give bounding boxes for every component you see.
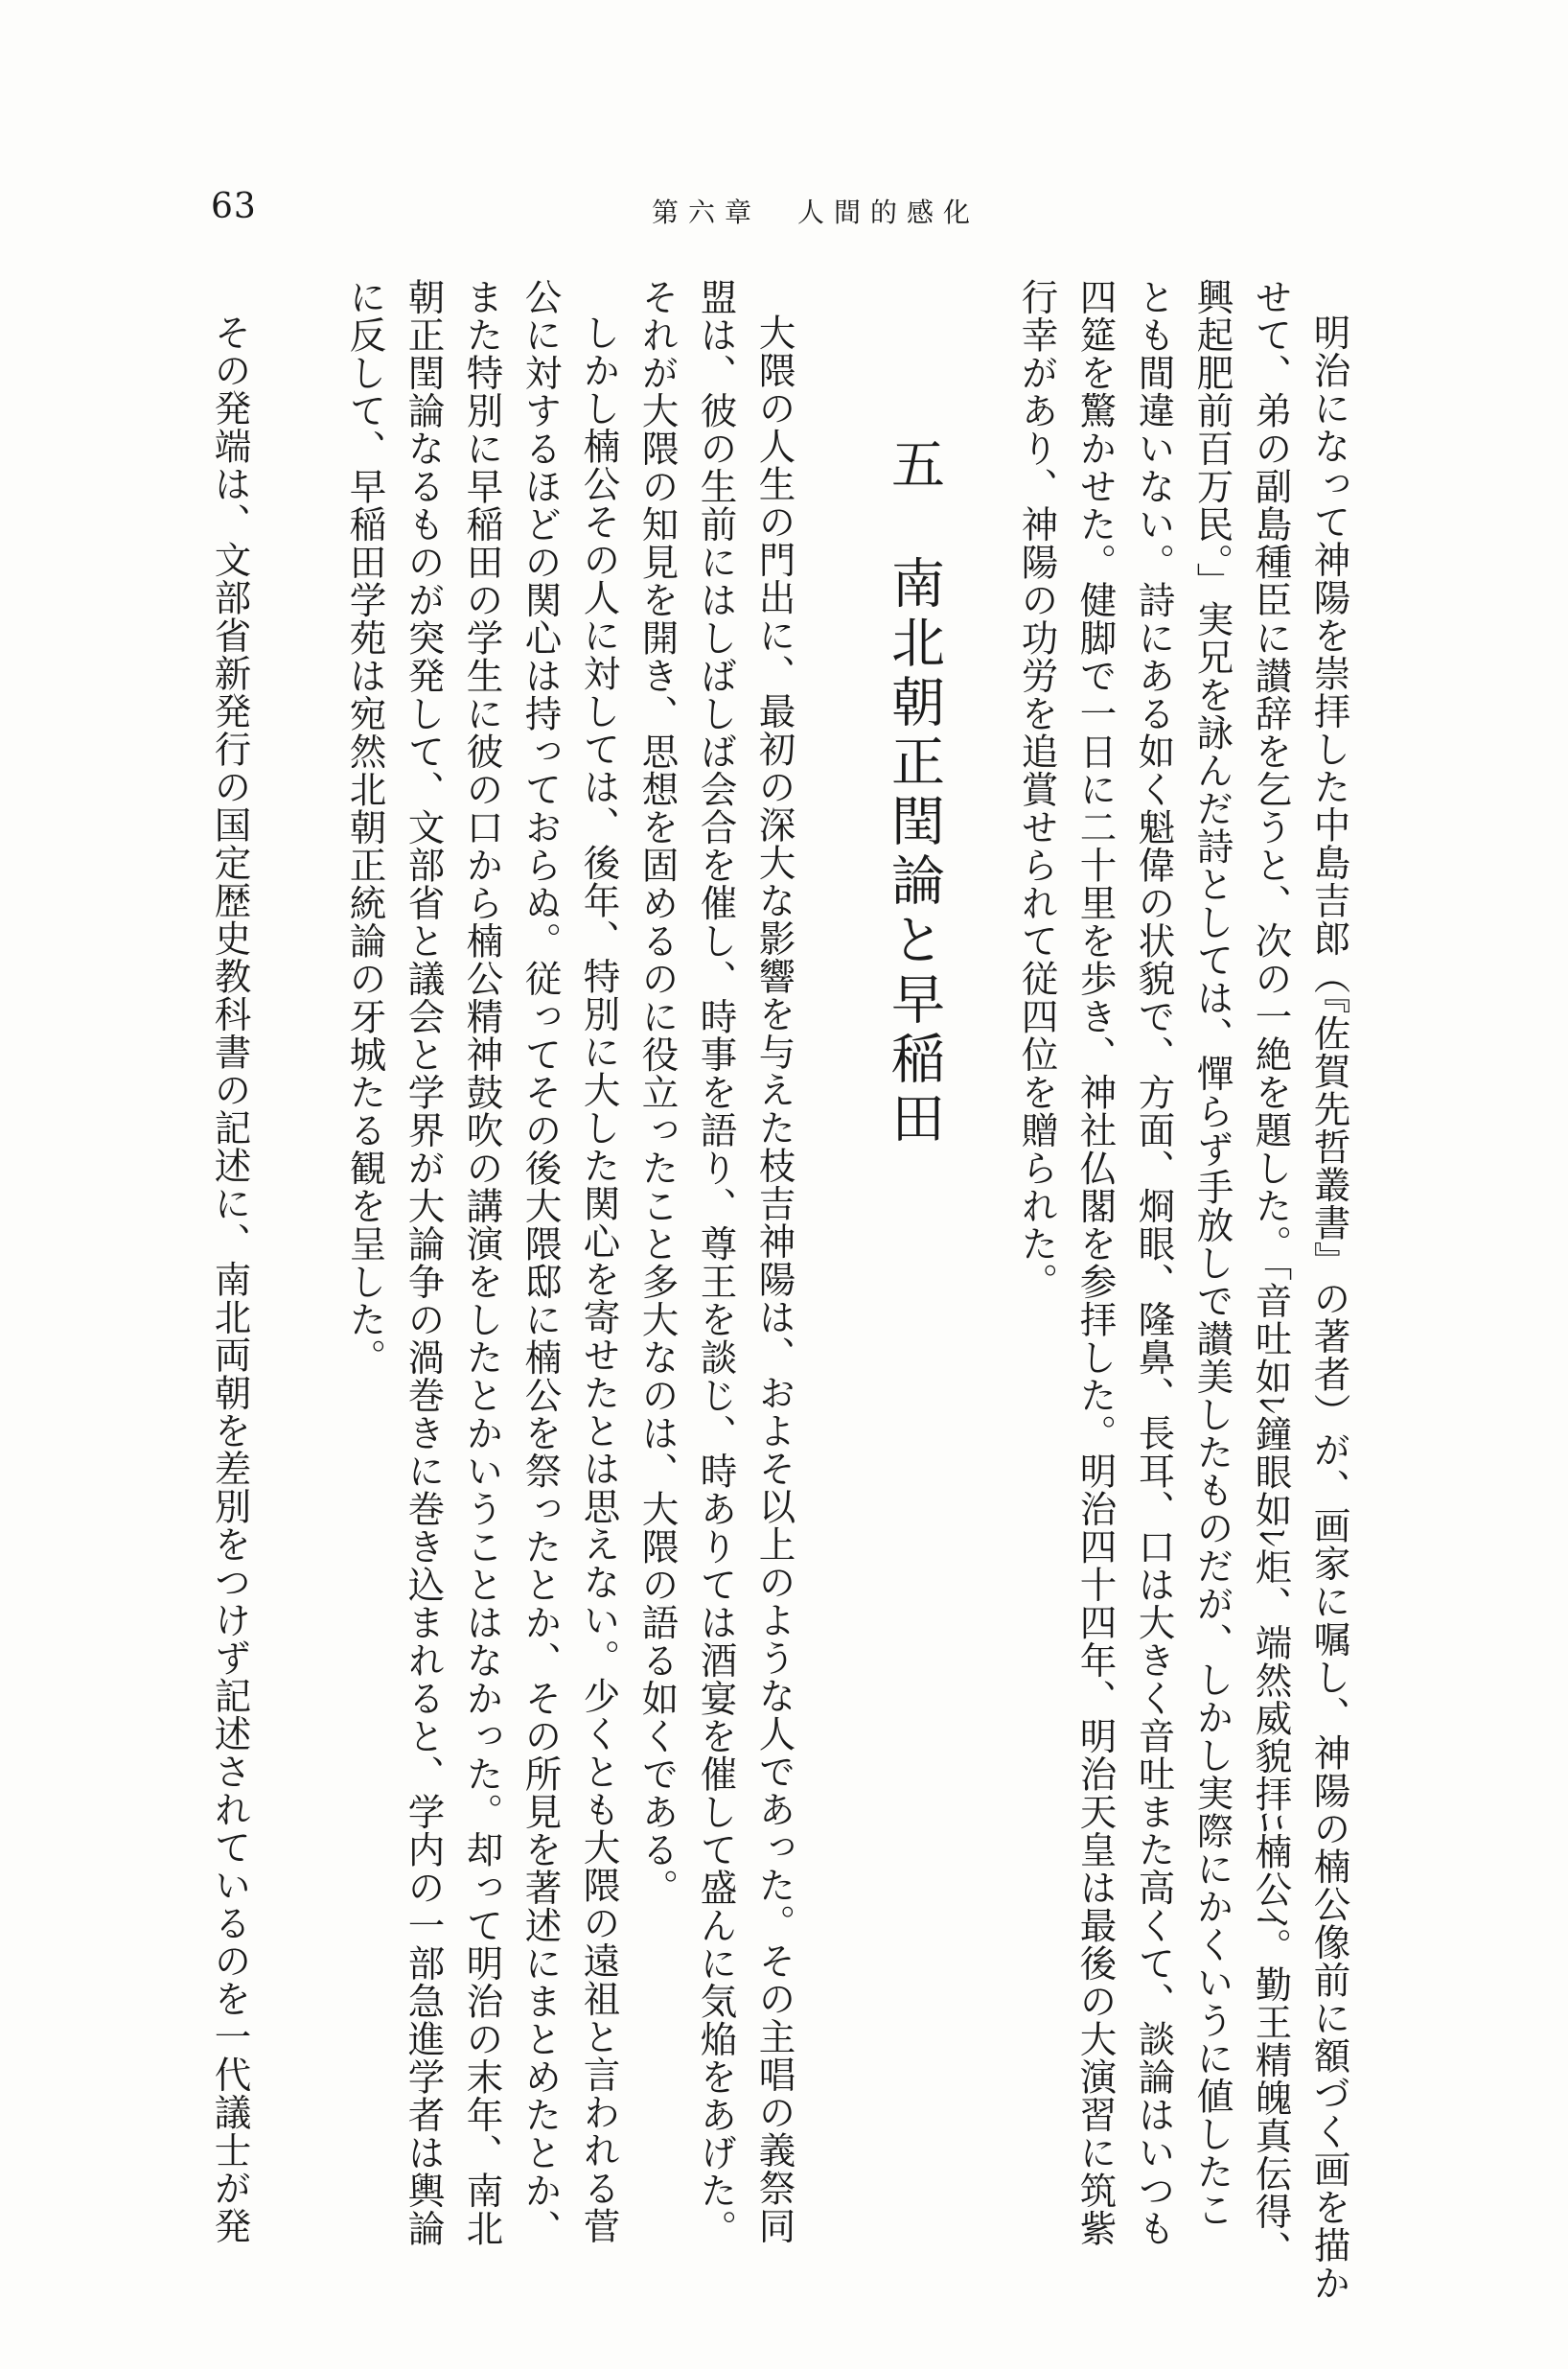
text-column: 興起肥前百万民。」実兄を詠んだ詩としては、憚らず手放しで讃美したものだが、しかし実際にかくいうに値したこ [1190, 278, 1234, 2229]
text-column: に反して、早稲田学苑は宛然北朝正統論の牙城たる観を呈した。 [343, 278, 387, 1377]
running-header: 第六章 人間的感化 [652, 197, 980, 228]
text-column: 大隈の人生の門出に、最初の深大な影響を与えた枝吉神陽は、およそ以上のような人であった。その主唱の義祭同 [752, 314, 796, 2245]
text-column: せて、弟の副島種臣に讃辞を乞うと、次の一絶を題した。「音吐如ﾚ鐘眼如ﾚ炬、端然威貌拝ﾆ楠公ｲ。勤王精魄真伝得、 [1249, 278, 1293, 2269]
text-column: とも間違いない。詩にある如く魁偉の状貌で、方面、烱眼、隆鼻、長耳、口は大きく音吐また高くて、談論はいつも [1132, 278, 1176, 2247]
section-heading: 五 南北朝正閏論と早稲田 [883, 436, 945, 1150]
text-column: 盟は、彼の生前にはしばしば会合を催し、時事を語り、尊王を談じ、時ありては酒宴を催して盛んに気焔をあげた。 [694, 278, 738, 2247]
text-column: また特別に早稲田の学生に彼の口から楠公精神鼓吹の講演をしたとかいうことはなかった。却って明治の末年、南北 [460, 278, 504, 2247]
text-column: 四筵を驚かせた。健脚で一日に二十里を歩き、神社仏閣を参拝した。明治四十四年、明治天皇は最後の大演習に筑紫 [1073, 278, 1118, 2247]
text-column: しかし楠公その人に対しては、後年、特別に大した関心を寄せたとは思えない。少くとも大隈の遠祖と言われる菅 [577, 314, 621, 2245]
text-column: 公に対するほどの関心は持っておらぬ。従ってその後大隈邸に楠公を祭ったとか、その所見を著述にまとめたとか、 [519, 278, 563, 2247]
text-column: 行幸があり、神陽の功労を追賞せられて従四位を贈られた。 [1015, 278, 1059, 1301]
text-column: その発端は、文部省新発行の国定歴史教科書の記述に、南北両朝を差別をつけず記述されているのを一代議士が発 [208, 314, 252, 2245]
page-number: 63 [211, 187, 257, 226]
text-column: 朝正閏論なるものが突発して、文部省と議会と学界が大論争の渦巻きに巻き込まれると、学内の一部急進学者は輿論 [402, 278, 446, 2247]
text-column: それが大隈の知見を開き、思想を固めるのに役立ったこと多大なのは、大隈の語る如くである。 [635, 278, 680, 1907]
text-column: 明治になって神陽を崇拝した中島吉郎（『佐賀先哲叢書』の著者）が、画家に嘱し、神陽の楠公像前に額づく画を描か [1307, 314, 1351, 2303]
